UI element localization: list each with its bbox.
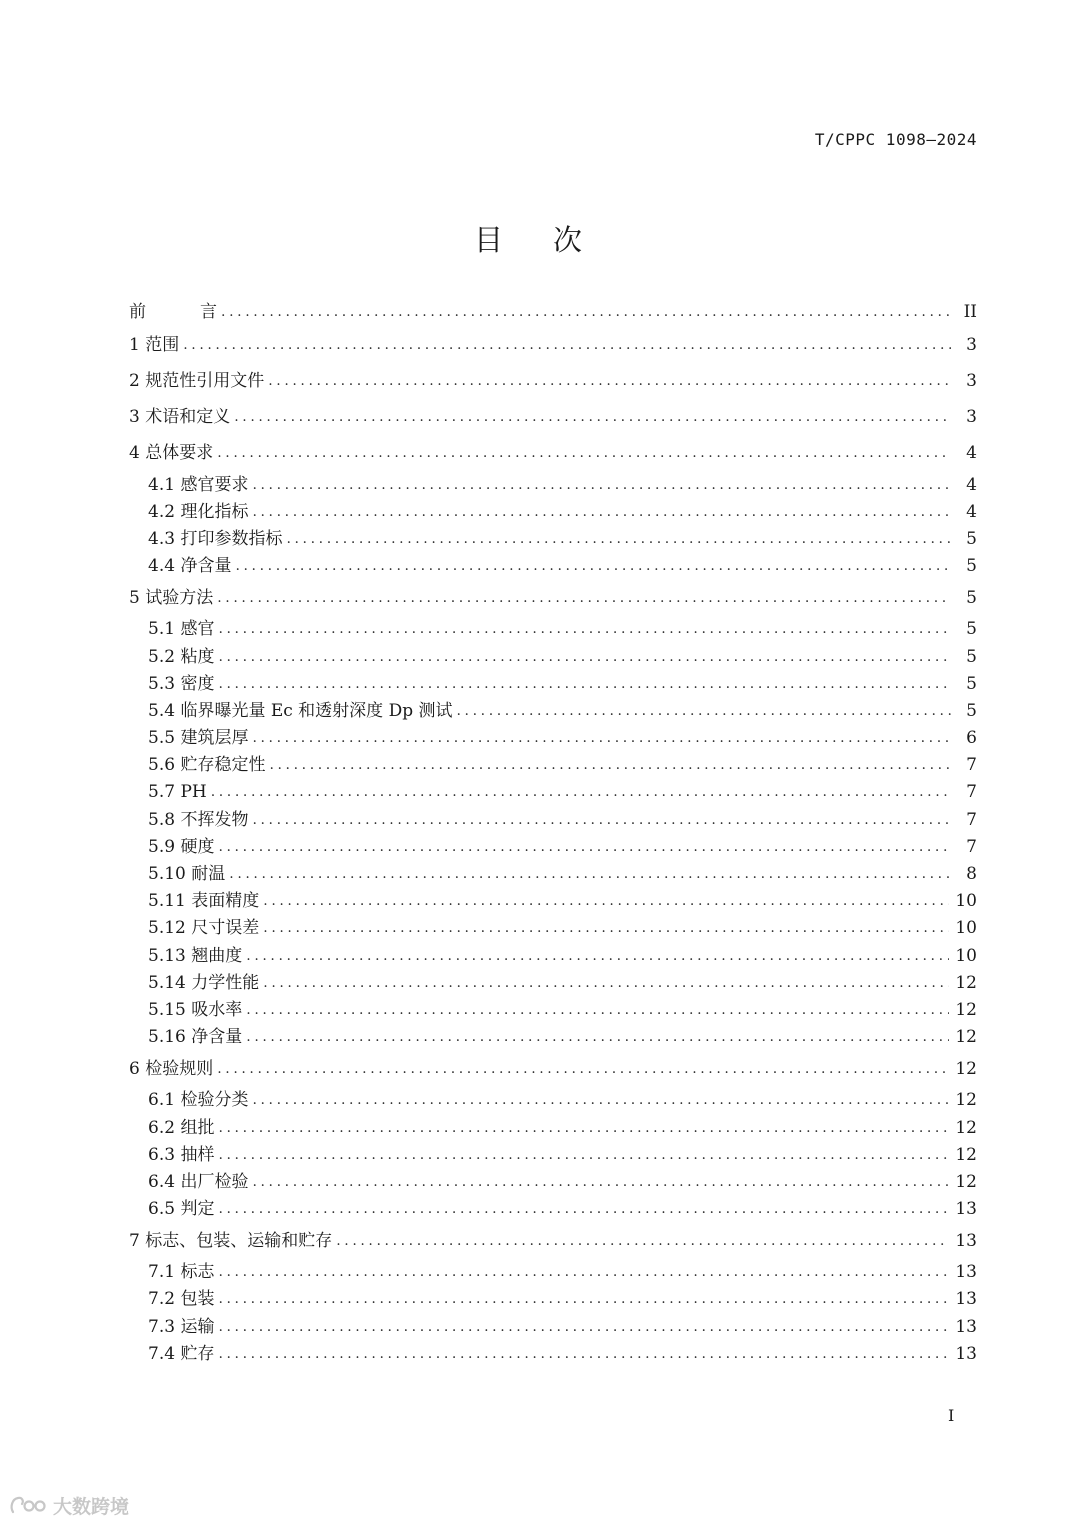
toc-dot-leader xyxy=(252,502,951,522)
toc-subentry[interactable] xyxy=(129,860,977,887)
toc-entry-label: 7.1 标志 xyxy=(148,1262,215,1283)
toc-subentry[interactable] xyxy=(129,1114,977,1141)
toc-dot-leader xyxy=(218,1262,949,1282)
toc-entry-page: 13 xyxy=(955,1343,977,1364)
toc-subentry[interactable] xyxy=(129,670,977,697)
toc-subentry[interactable] xyxy=(129,779,977,806)
toc-entry-label: 4.4 净含量 xyxy=(148,556,232,577)
toc-dot-leader xyxy=(218,1145,949,1165)
toc-entry-page: 7 xyxy=(966,755,977,776)
toc-subentry[interactable] xyxy=(129,471,977,498)
page-title: 目次 xyxy=(473,223,632,257)
toc-subentry[interactable] xyxy=(129,996,977,1023)
toc-entry[interactable] xyxy=(129,297,977,327)
toc-entry[interactable] xyxy=(129,580,977,616)
toc-entry-page: 4 xyxy=(966,443,977,463)
toc-subentry[interactable] xyxy=(129,1286,977,1313)
toc-dot-leader xyxy=(246,946,949,966)
toc-entry[interactable] xyxy=(129,399,977,435)
toc-dot-leader xyxy=(252,728,951,748)
toc-entry-label: 5.1 感官 xyxy=(148,619,215,640)
toc-entry-label: 5.7 PH xyxy=(148,782,207,803)
toc-entry-page: 13 xyxy=(955,1199,977,1220)
toc-entry-label: 4.1 感官要求 xyxy=(148,474,249,495)
toc-dot-leader xyxy=(218,1118,949,1138)
toc-dot-leader xyxy=(183,335,951,355)
toc-dot-leader xyxy=(218,837,951,857)
toc-entry-page: 12 xyxy=(955,1117,977,1138)
toc-dot-leader xyxy=(218,1289,949,1309)
toc-entry-label: 5.16 净含量 xyxy=(148,1027,243,1048)
toc-entry-page: 3 xyxy=(966,371,977,391)
table-of-contents xyxy=(129,297,977,1367)
toc-subentry[interactable] xyxy=(129,553,977,580)
toc-dot-leader xyxy=(218,619,951,639)
toc-dot-leader xyxy=(252,1090,949,1110)
toc-entry[interactable] xyxy=(129,1051,977,1087)
toc-entry-label: 6.5 判定 xyxy=(148,1199,215,1220)
toc-entry-page: 4 xyxy=(966,474,977,495)
toc-entry-label: 4.3 打印参数指标 xyxy=(148,528,283,549)
toc-entry-page: II xyxy=(963,302,977,322)
toc-dot-leader xyxy=(235,556,951,576)
toc-entry-page: 7 xyxy=(966,782,977,803)
toc-subentry[interactable] xyxy=(129,1024,977,1051)
toc-dot-leader xyxy=(229,864,951,884)
toc-subentry[interactable] xyxy=(129,1168,977,1195)
toc-entry-label: 4 总体要求 xyxy=(129,443,214,463)
toc-subentry[interactable] xyxy=(129,752,977,779)
toc-entry-page: 12 xyxy=(955,1144,977,1165)
toc-entry[interactable] xyxy=(129,327,977,363)
toc-subentry[interactable] xyxy=(129,888,977,915)
toc-subentry[interactable] xyxy=(129,725,977,752)
page-number: I xyxy=(948,1406,955,1425)
toc-entry-page: 5 xyxy=(966,646,977,667)
toc-subentry[interactable] xyxy=(129,616,977,643)
toc-entry-label: 6.3 抽样 xyxy=(148,1144,215,1165)
toc-dot-leader xyxy=(218,674,951,694)
toc-dot-leader xyxy=(263,891,949,911)
toc-subentry[interactable] xyxy=(129,942,977,969)
toc-entry-page: 8 xyxy=(966,864,977,885)
toc-subentry[interactable] xyxy=(129,833,977,860)
toc-dot-leader xyxy=(218,1344,949,1364)
toc-entry-page: 5 xyxy=(966,619,977,640)
toc-entry-page: 12 xyxy=(955,972,977,993)
toc-entry-page: 12 xyxy=(955,1027,977,1048)
toc-dot-leader xyxy=(211,782,951,802)
toc-entry-label: 5 试验方法 xyxy=(129,587,214,608)
toc-entry-page: 7 xyxy=(966,836,977,857)
toc-entry-page: 5 xyxy=(966,700,977,721)
toc-entry-page: 13 xyxy=(955,1316,977,1337)
toc-dot-leader xyxy=(217,443,951,463)
toc-subentry[interactable] xyxy=(129,697,977,724)
toc-entry-page: 13 xyxy=(955,1262,977,1283)
toc-entry-label: 5.9 硬度 xyxy=(148,836,215,857)
toc-entry-page: 5 xyxy=(966,556,977,577)
toc-dot-leader xyxy=(246,1000,949,1020)
toc-subentry[interactable] xyxy=(129,1340,977,1367)
toc-entry-label: 5.2 粘度 xyxy=(148,646,215,667)
toc-entry-page: 13 xyxy=(955,1230,977,1251)
toc-subentry[interactable] xyxy=(129,915,977,942)
toc-dot-leader xyxy=(252,475,951,495)
toc-entry-label: 5.10 耐温 xyxy=(148,864,226,885)
toc-entry-label: 5.5 建筑层厚 xyxy=(148,728,249,749)
toc-entry-label: 7 标志、包装、运输和贮存 xyxy=(129,1230,333,1251)
toc-entry-label: 5.6 贮存稳定性 xyxy=(148,755,266,776)
toc-dot-leader xyxy=(336,1231,949,1251)
toc-dot-leader xyxy=(286,529,951,549)
toc-subentry[interactable] xyxy=(129,525,977,552)
toc-entry[interactable] xyxy=(129,1223,977,1259)
toc-entry-label: 6.4 出厂检验 xyxy=(148,1171,249,1192)
toc-subentry[interactable] xyxy=(129,969,977,996)
toc-subentry[interactable] xyxy=(129,1141,977,1168)
document-code: T/CPPC 1098—2024 xyxy=(814,130,977,149)
toc-entry-page: 7 xyxy=(966,809,977,830)
toc-entry-label: 5.11 表面精度 xyxy=(148,891,260,912)
watermark xyxy=(9,1492,129,1519)
toc-entry-label: 7.3 运输 xyxy=(148,1316,215,1337)
toc-dot-leader xyxy=(457,701,952,721)
toc-dot-leader xyxy=(218,1317,949,1337)
toc-subentry[interactable] xyxy=(129,643,977,670)
toc-entry-page: 5 xyxy=(966,587,977,608)
toc-entry-label: 6 检验规则 xyxy=(129,1058,214,1079)
toc-entry-page: 5 xyxy=(966,673,977,694)
toc-entry-label: 4.2 理化指标 xyxy=(148,501,249,522)
watermark-text: 大数跨境 xyxy=(53,1496,130,1518)
toc-entry[interactable] xyxy=(129,363,977,399)
toc-entry-label: 5.14 力学性能 xyxy=(148,972,260,993)
toc-entry-label: 7.4 贮存 xyxy=(148,1343,215,1364)
toc-entry-page: 12 xyxy=(955,1058,977,1079)
toc-dot-leader xyxy=(252,1172,949,1192)
toc-entry-label: 7.2 包装 xyxy=(148,1289,215,1310)
toc-entry-label: 5.15 吸水率 xyxy=(148,999,243,1020)
toc-entry-page: 12 xyxy=(955,999,977,1020)
toc-entry-label: 5.13 翘曲度 xyxy=(148,945,243,966)
toc-entry-label: 6.2 组批 xyxy=(148,1117,215,1138)
toc-subentry[interactable] xyxy=(129,1196,977,1223)
toc-entry-label: 1 范围 xyxy=(129,335,180,355)
toc-entry-page: 10 xyxy=(955,891,977,912)
toc-entry-page: 13 xyxy=(955,1289,977,1310)
toc-entry-page: 12 xyxy=(955,1090,977,1111)
toc-entry-page: 5 xyxy=(966,528,977,549)
toc-entry-page: 6 xyxy=(966,728,977,749)
toc-entry-page: 10 xyxy=(955,945,977,966)
toc-entry-page: 3 xyxy=(966,335,977,355)
toc-entry-label: 前 言 xyxy=(129,302,218,322)
toc-entry-page: 12 xyxy=(955,1171,977,1192)
toc-dot-leader xyxy=(263,918,949,938)
toc-dot-leader xyxy=(218,1199,949,1219)
toc-entry-label: 3 术语和定义 xyxy=(129,407,231,427)
toc-entry-page: 3 xyxy=(966,407,977,427)
toc-subentry[interactable] xyxy=(129,806,977,833)
toc-dot-leader xyxy=(268,371,951,391)
toc-entry-label: 5.12 尺寸误差 xyxy=(148,918,260,939)
toc-dot-leader xyxy=(252,810,951,830)
toc-dot-leader xyxy=(263,973,949,993)
brand-logo-icon xyxy=(9,1495,49,1517)
toc-dot-leader xyxy=(217,588,951,608)
toc-dot-leader xyxy=(234,407,951,427)
toc-entry-page: 4 xyxy=(966,501,977,522)
toc-subentry[interactable] xyxy=(129,498,977,525)
toc-dot-leader xyxy=(221,302,951,322)
toc-dot-leader xyxy=(269,755,951,775)
toc-entry-label: 2 规范性引用文件 xyxy=(129,371,265,391)
toc-entry-page: 10 xyxy=(955,918,977,939)
toc-subentry[interactable] xyxy=(129,1087,977,1114)
toc-dot-leader xyxy=(217,1059,949,1079)
toc-dot-leader xyxy=(218,647,951,667)
toc-subentry[interactable] xyxy=(129,1313,977,1340)
toc-entry[interactable] xyxy=(129,435,977,471)
toc-entry-label: 5.4 临界曝光量 Ec 和透射深度 Dp 测试 xyxy=(148,700,453,721)
toc-subentry[interactable] xyxy=(129,1259,977,1286)
toc-entry-label: 5.8 不挥发物 xyxy=(148,809,249,830)
toc-entry-label: 6.1 检验分类 xyxy=(148,1090,249,1111)
toc-dot-leader xyxy=(246,1027,949,1047)
toc-entry-label: 5.3 密度 xyxy=(148,673,215,694)
